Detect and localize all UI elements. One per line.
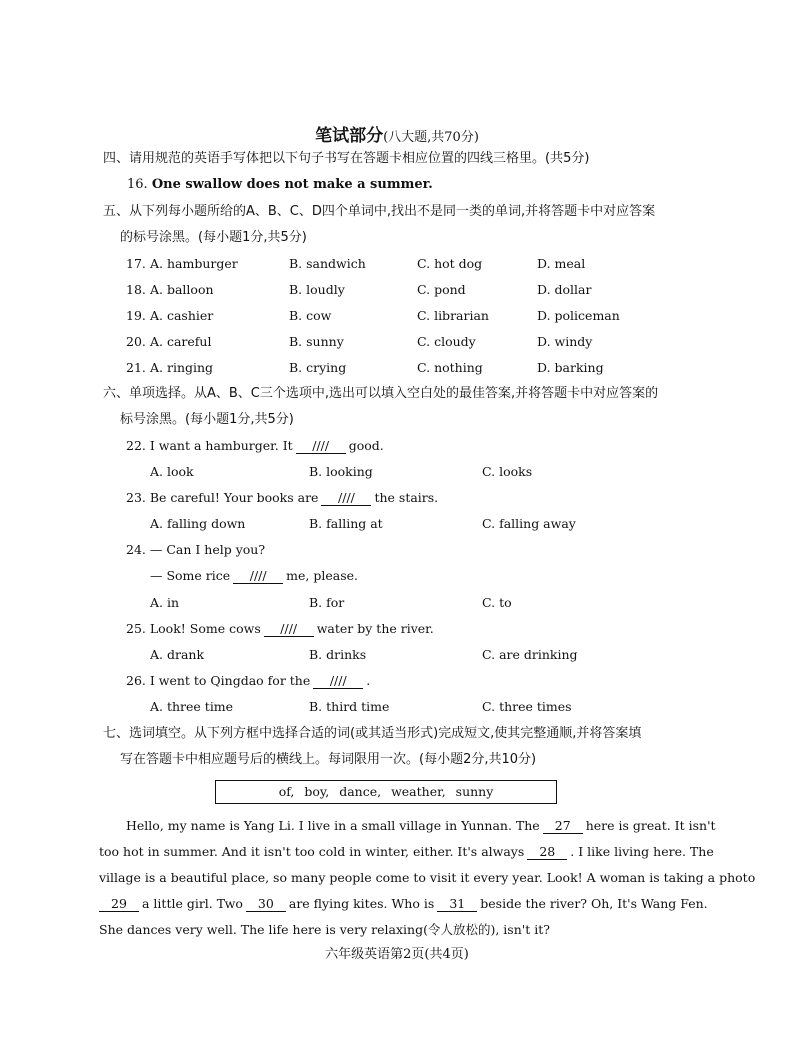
word-bank-box: of, boy, dance, weather, sunny — [215, 780, 557, 804]
q21-option-c: C. nothing — [417, 360, 483, 375]
q16-sentence: One swallow does not make a summer. — [151, 177, 433, 192]
passage-line-2: too hot in summer. And it isn't too cold in winter, either. It's always 28 . I like living here. The — [99, 844, 714, 859]
q17-option-b: B. sandwich — [289, 256, 366, 271]
q19-option-d: D. policeman — [537, 308, 620, 323]
q17-option-d: D. meal — [537, 256, 586, 271]
q24-blank: //// — [233, 569, 283, 584]
blank-29: 29 — [99, 897, 139, 912]
section-7-heading-line2: 写在答题卡中相应题号后的横线上。每词限用一次。(每小题2分,共10分) — [120, 752, 537, 767]
q18-option-a: A. balloon — [150, 282, 214, 297]
q22-option-b: B. looking — [309, 464, 373, 479]
q20-option-b: B. sunny — [289, 334, 344, 349]
q25-option-c: C. are drinking — [482, 647, 578, 662]
q23-stem: 23. Be careful! Your books are //// the stairs. — [126, 490, 439, 505]
q17-number: 17. — [126, 256, 146, 271]
section-7-heading-line1: 七、选词填空。从下列方框中选择合适的词(或其适当形式)完成短文,使其完整通顺,并将答案填 — [103, 726, 642, 741]
q17-option-a: A. hamburger — [150, 256, 238, 271]
q18-option-c: C. pond — [417, 282, 466, 297]
q26-option-c: C. three times — [482, 699, 572, 714]
q22-option-a: A. look — [150, 464, 194, 479]
q23-option-c: C. falling away — [482, 516, 576, 531]
passage-line-1: Hello, my name is Yang Li. I live in a small village in Yunnan. The 27 here is great. It isn't — [126, 818, 716, 833]
q18-number: 18. — [126, 282, 146, 297]
q22-blank: //// — [296, 439, 346, 454]
q23-option-a: A. falling down — [150, 516, 246, 531]
page-footer: 六年级英语第2页(共4页) — [325, 947, 469, 962]
q19-option-c: C. librarian — [417, 308, 489, 323]
title-main: 笔试部分 — [315, 126, 384, 146]
blank-28: 28 — [527, 845, 567, 860]
q21-number: 21. — [126, 360, 146, 375]
blank-31: 31 — [437, 897, 477, 912]
q20-option-d: D. windy — [537, 334, 593, 349]
q21-option-b: B. crying — [289, 360, 347, 375]
q20-option-a: A. careful — [150, 334, 212, 349]
q24-option-c: C. to — [482, 595, 512, 610]
blank-30: 30 — [246, 897, 286, 912]
q26-option-a: A. three time — [150, 699, 234, 714]
q25-option-a: A. drank — [150, 647, 205, 662]
passage-line-4: 29 a little girl. Two 30 are flying kites. Who is 31 beside the river? Oh, It's Wang Fen. — [99, 895, 708, 913]
section-4-heading: 四、请用规范的英语手写体把以下句子书写在答题卡相应位置的四线三格里。(共5分) — [103, 151, 590, 166]
q25-stem: 25. Look! Some cows //// water by the river. — [126, 621, 434, 636]
q20-number: 20. — [126, 334, 146, 349]
page-title — [0, 121, 794, 146]
q25-blank: //// — [264, 622, 314, 637]
title-sub: (八大题,共70分) — [383, 130, 479, 145]
q23-option-b: B. falling at — [309, 516, 383, 531]
q17-option-c: C. hot dog — [417, 256, 483, 271]
q20-option-c: C. cloudy — [417, 334, 476, 349]
q24-stem-line2: — Some rice //// me, please. — [150, 568, 359, 583]
q24-stem-line1: 24. — Can I help you? — [126, 542, 266, 557]
passage-line-3: village is a beautiful place, so many people come to visit it every year. Look! A woman is taking a photo — [99, 870, 756, 885]
q26-stem: 26. I went to Qingdao for the //// . — [126, 673, 371, 688]
blank-27: 27 — [543, 819, 583, 834]
q19-option-a: A. cashier — [150, 308, 214, 323]
q24-option-b: B. for — [309, 595, 345, 610]
q25-option-b: B. drinks — [309, 647, 367, 662]
q22-stem: 22. I want a hamburger. It //// good. — [126, 438, 384, 453]
question-16 — [127, 176, 433, 194]
q19-number: 19. — [126, 308, 146, 323]
section-6-heading-line1: 六、单项选择。从A、B、C三个选项中,选出可以填入空白处的最佳答案,并将答题卡中对应答案的 — [103, 386, 659, 401]
passage-line-5: She dances very well. The life here is very relaxing(令人放松的), isn't it? — [99, 922, 550, 937]
q21-option-a: A. ringing — [150, 360, 214, 375]
q16-number: 16. — [127, 177, 148, 192]
q26-blank: //// — [313, 674, 363, 689]
q23-blank: //// — [321, 491, 371, 506]
q24-option-a: A. in — [150, 595, 180, 610]
q26-option-b: B. third time — [309, 699, 390, 714]
q22-option-c: C. looks — [482, 464, 533, 479]
q21-option-d: D. barking — [537, 360, 604, 375]
section-5-heading-line1: 五、从下列每小题所给的A、B、C、D四个单词中,找出不是同一类的单词,并将答题卡中对应答案 — [103, 204, 656, 219]
q18-option-b: B. loudly — [289, 282, 345, 297]
section-5-heading-line2: 的标号涂黑。(每小题1分,共5分) — [120, 230, 307, 245]
q18-option-d: D. dollar — [537, 282, 592, 297]
q19-option-b: B. cow — [289, 308, 332, 323]
section-6-heading-line2: 标号涂黑。(每小题1分,共5分) — [120, 412, 294, 427]
